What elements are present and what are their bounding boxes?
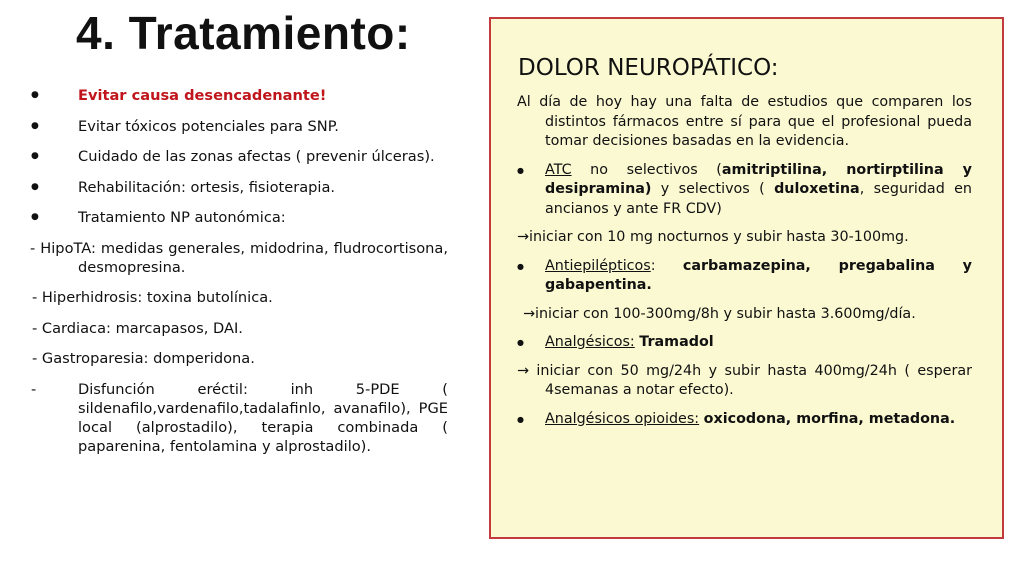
list-item-text: Evitar causa desencadenante! <box>78 87 327 104</box>
bullet-icon: ● <box>31 181 39 192</box>
atc-text <box>545 161 972 220</box>
antiep-text <box>545 257 972 296</box>
analg-label: Analgésicos: <box>545 334 635 350</box>
slide-title: 4. Tratamiento: <box>76 7 411 59</box>
cardiaca-item: - Cardiaca: marcapasos, DAI. <box>32 319 243 337</box>
list-item <box>30 86 448 105</box>
left-column <box>30 86 448 467</box>
atc-text-2: y selectivos ( <box>651 181 775 197</box>
list-item <box>30 208 448 227</box>
atc-label: ATC <box>545 161 572 178</box>
atc-drug-selective: duloxetina <box>774 181 860 197</box>
analg-text <box>545 333 972 353</box>
bullet-icon: ● <box>517 414 524 424</box>
hipota-item: - HipoTA: medidas generales, midodrina, fludrocortisona, desmopresina. <box>30 239 448 276</box>
list-item <box>30 147 448 166</box>
atc-text-1: no selectivos ( <box>571 161 722 178</box>
box-heading: DOLOR NEUROPÁTICO: <box>518 55 779 81</box>
opioid-label: Analgésicos opioides: <box>545 410 700 427</box>
bullet-icon: ● <box>517 165 524 175</box>
list-item-text: Evitar tóxicos potenciales para SNP. <box>78 117 339 135</box>
analg-drug: Tramadol <box>639 334 714 350</box>
atc-text-3: , seguridad en ancianos y ante FR CDV) <box>545 181 972 217</box>
disfuncion-item <box>30 380 448 456</box>
bullet-icon: ● <box>517 261 524 271</box>
hiperhidrosis-item: - Hiperhidrosis: toxina butolínica. <box>32 289 273 306</box>
antiep-drugs: carbamazepina, pregabalina y gabapentina. <box>545 257 972 293</box>
opioid-drugs: oxicodona, morfina, metadona. <box>703 410 956 427</box>
gastroparesia-item: - Gastroparesia: domperidona. <box>32 350 255 367</box>
bullet-icon: ● <box>31 212 39 222</box>
list-item <box>30 178 448 197</box>
atc-item <box>517 161 972 220</box>
box-intro: Al día de hoy hay una falta de estudios que comparen los distintos fármacos entre sí para que el profesional pueda tomar decisiones basadas en la evidencia. <box>517 94 972 149</box>
list-item-text: Rehabilitación: ortesis, fisioterapia. <box>78 178 336 196</box>
bullet-icon: ● <box>31 90 39 100</box>
disfuncion-text: Disfunción eréctil: inh 5-PDE ( sildenafilo,vardenafilo,tadalafinlo, avanafilo), PGE local (alprostadilo), terapia combinada ( paparenina, fentolamina y alprostadilo). <box>78 380 448 455</box>
dash-marker: - <box>31 380 37 398</box>
list-item-text: Tratamiento NP autonómica: <box>78 209 286 226</box>
atc-drugs-nonselective: amitriptilina, nortirptilina y desipramina) <box>545 161 972 197</box>
analg-item <box>517 333 972 353</box>
antiep-sep: : <box>650 257 683 274</box>
atc-dose: →iniciar con 10 mg nocturnos y subir hasta 30-100mg. <box>517 229 909 245</box>
analg-dose: → iniciar con 50 mg/24h y subir hasta 400mg/24h ( esperar 4semanas a notar efecto). <box>517 362 972 398</box>
list-item <box>30 117 448 136</box>
antiep-dose: →iniciar con 100-300mg/8h y subir hasta 3.600mg/día. <box>523 305 916 322</box>
list-item-text: Cuidado de las zonas afectas ( prevenir úlceras). <box>78 148 435 165</box>
opioid-item <box>517 410 972 430</box>
bullet-icon: ● <box>31 151 39 161</box>
bullet-icon: ● <box>31 120 39 131</box>
neuropathic-pain-box <box>489 17 1004 539</box>
antiep-label: Antiepilépticos <box>545 257 651 274</box>
bullet-icon: ● <box>517 338 524 347</box>
opioid-text <box>545 410 972 430</box>
antiep-item <box>517 257 972 296</box>
